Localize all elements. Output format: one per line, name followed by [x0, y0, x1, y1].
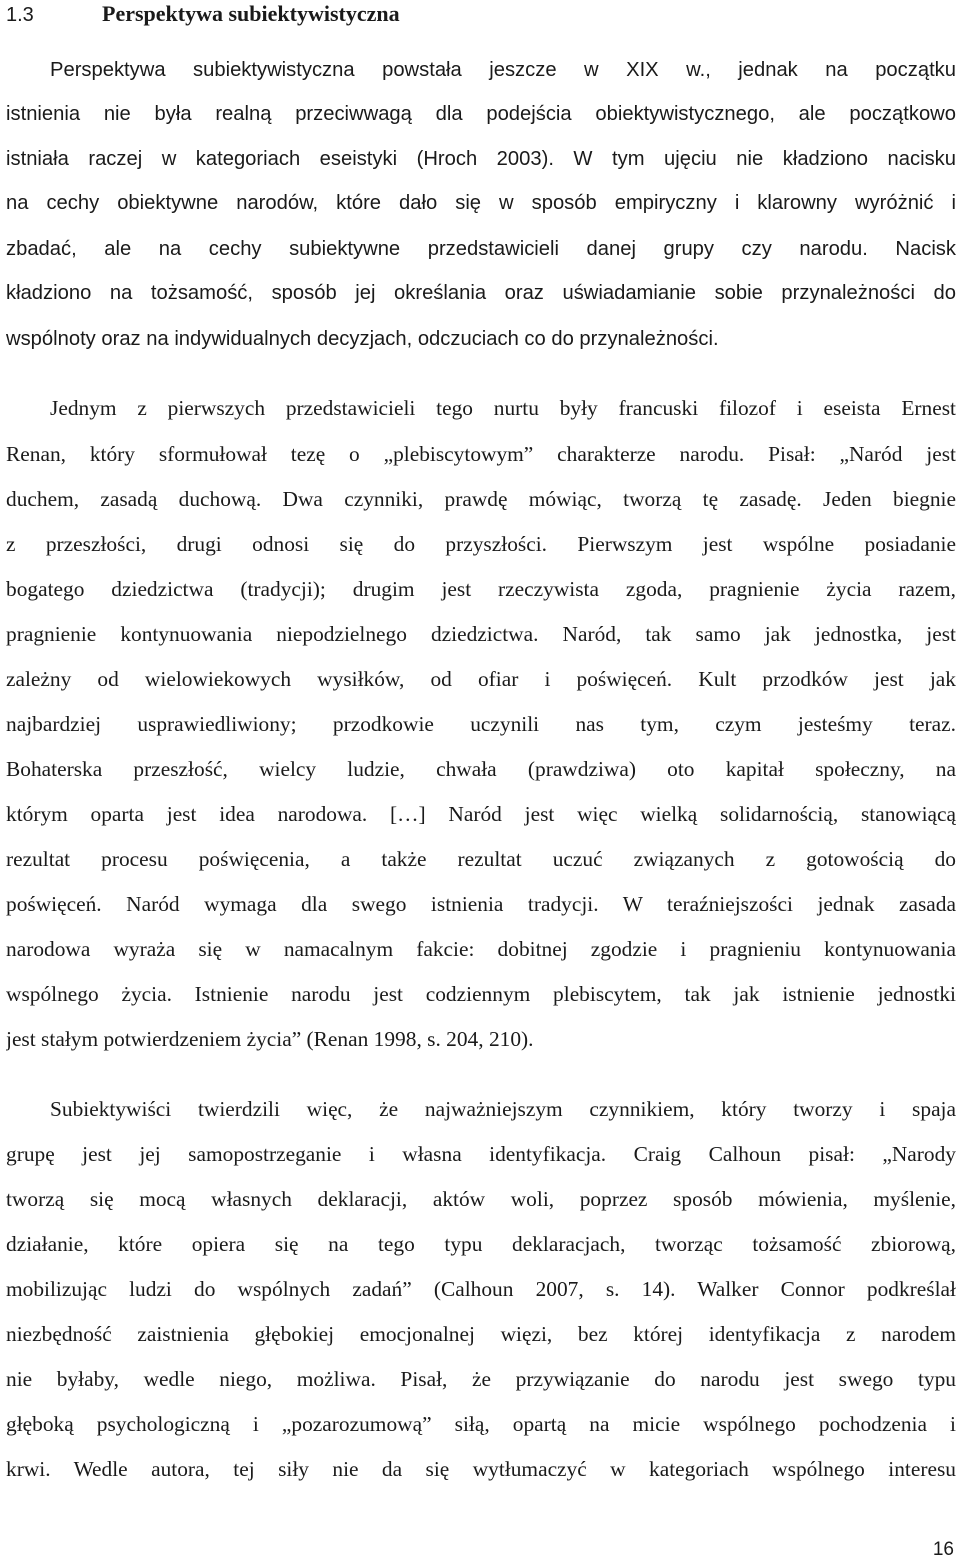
- text-line: pragnienie kontynuowania niepodzielnego dziedzictwa. Naród, tak samo jak jednostka, jest: [6, 622, 956, 646]
- text-line: kładziono na tożsamość, sposób jej określania oraz uświadamianie sobie przynależności do: [6, 282, 956, 304]
- text-line: duchem, zasadą duchową. Dwa czynniki, prawdę mówiąc, tworzą tę zasadę. Jeden biegnie: [6, 487, 956, 511]
- text-line: zależny od wielowiekowych wysiłków, od ofiar i poświęceń. Kult przodków jest jak: [6, 667, 956, 691]
- text-line: wspólnoty oraz na indywidualnych decyzjach, odczuciach co do przynależności.: [6, 328, 719, 350]
- text-line: Perspektywa subiektywistyczna powstała jeszcze w XIX w., jednak na początku: [50, 59, 956, 81]
- section-title: Perspektywa subiektywistyczna: [102, 1, 400, 26]
- text-line: narodowa wyraża się w namacalnym fakcie: dobitnej zgodzie i pragnieniu kontynuowania: [6, 937, 956, 961]
- text-line: na cechy obiektywne narodów, które dało się w sposób empiryczny i klarowny wyróżnić i: [6, 192, 956, 214]
- text-line: nie byłaby, wedle niego, możliwa. Pisał, że przywiązanie do narodu jest swego typu: [6, 1367, 956, 1391]
- text-line: najbardziej usprawiedliwiony; przodkowie uczynili nas tym, czym jesteśmy teraz.: [6, 712, 956, 736]
- text-line: wspólnego życia. Istnienie narodu jest codziennym plebiscytem, tak jak istnienie jednostki: [6, 982, 956, 1006]
- text-line: tworzą się mocą własnych deklaracji, aktów woli, poprzez sposób mówienia, myślenie,: [6, 1187, 956, 1211]
- text-line: głęboką psychologiczną i „pozarozumową” siłą, opartą na micie wspólnego pochodzenia i: [6, 1412, 956, 1436]
- text-line: Jednym z pierwszych przedstawicieli tego nurtu były francuski filozof i eseista Ernest: [50, 396, 956, 420]
- text-line: którym oparta jest idea narodowa. […] Naród jest więc wielką solidarnością, stanowiącą: [6, 802, 956, 826]
- text-line: Bohaterska przeszłość, wielcy ludzie, chwała (prawdziwa) oto kapitał społeczny, na: [6, 757, 956, 781]
- text-line: zbadać, ale na cechy subiektywne przedstawicieli danej grupy czy narodu. Nacisk: [6, 238, 956, 260]
- text-line: Subiektywiści twierdzili więc, że najważniejszym czynnikiem, który tworzy i spaja: [50, 1097, 956, 1121]
- text-line: z przeszłości, drugi odnosi się do przyszłości. Pierwszym jest wspólne posiadanie: [6, 532, 956, 556]
- text-line: jest stałym potwierdzeniem życia” (Renan 1998, s. 204, 210).: [6, 1027, 534, 1051]
- text-line: krwi. Wedle autora, tej siły nie da się wytłumaczyć w kategoriach wspólnego interesu: [6, 1457, 956, 1481]
- text-line: grupę jest jej samopostrzeganie i własna identyfikacja. Craig Calhoun pisał: „Narody: [6, 1142, 956, 1166]
- text-line: działanie, które opiera się na tego typu deklaracjach, tworząc tożsamość zbiorową,: [6, 1232, 956, 1256]
- text-line: mobilizując ludzi do wspólnych zadań” (Calhoun 2007, s. 14). Walker Connor podkreślał: [6, 1277, 956, 1301]
- page-number: 16: [932, 1539, 954, 1560]
- text-line: niezbędność zaistnienia głębokiej emocjonalnej więzi, bez której identyfikacja z narodem: [6, 1322, 956, 1346]
- text-line: poświęceń. Naród wymaga dla swego istnienia tradycji. W teraźniejszości jednak zasada: [6, 892, 956, 916]
- text-line: istniała raczej w kategoriach eseistyki (Hroch 2003). W tym ujęciu nie kładziono nacisku: [6, 148, 956, 170]
- section-number: 1.3: [6, 4, 34, 26]
- text-line: rezultat procesu poświęcenia, a także rezultat uczuć związanych z gotowością do: [6, 847, 956, 871]
- text-line: Renan, który sformułował tezę o „plebiscytowym” charakterze narodu. Pisał: „Naród jest: [6, 442, 956, 466]
- text-line: istnienia nie była realną przeciwwagą dla podejścia obiektywistycznego, ale początkowo: [6, 103, 956, 125]
- section-heading: [6, 2, 946, 28]
- text-line: bogatego dziedzictwa (tradycji); drugim jest rzeczywista zgoda, pragnienie życia razem,: [6, 577, 956, 601]
